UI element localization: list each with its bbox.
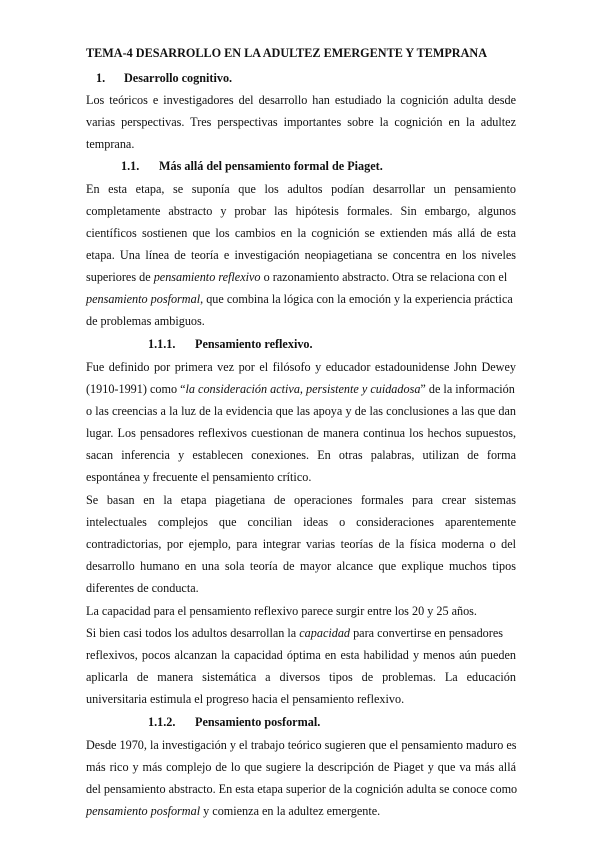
paragraph-line: Los teóricos e investigadores del desarrollo han estudiado la cognición adulta desde xyxy=(86,93,516,107)
italic-term: capacidad xyxy=(299,626,351,640)
paragraph-line: Se basan en la etapa piagetiana de operaciones formales para crear sistemas xyxy=(86,493,516,507)
section-1-1-title: Más allá del pensamiento formal de Piaget. xyxy=(159,159,383,173)
paragraph-line xyxy=(86,268,516,286)
section-1-1-2-title: Pensamiento posformal. xyxy=(195,715,321,729)
paragraph-line: de problemas ambiguos. xyxy=(86,314,205,328)
text-run: superiores de xyxy=(86,270,154,284)
paragraph-line: Desde 1970, la investigación y el trabajo teórico sugieren que el pensamiento maduro es xyxy=(86,738,517,752)
paragraph-line: varias perspectivas. Tres perspectivas importantes sobre la cognición en la adultez xyxy=(86,115,516,129)
paragraph-line: En esta etapa, se suponía que los adultos podían desarrollar un pensamiento xyxy=(86,182,516,196)
paragraph-line: contradictorias, por ejemplo, para integrar varias teorías de la física moderna o del xyxy=(86,537,516,551)
paragraph-line: espontánea y frecuente el pensamiento crítico. xyxy=(86,470,312,484)
text-run: para convertirse en pensadores xyxy=(350,626,503,640)
text-run: Si bien casi todos los adultos desarrollan la xyxy=(86,626,300,640)
paragraph-line: sacan inferencia y establecen conexiones. En otras palabras, utilizan de forma xyxy=(86,448,516,462)
paragraph-line: universitaria estimula el progreso hacia el pensamiento reflexivo. xyxy=(86,692,405,706)
section-1-1-number: 1.1. xyxy=(121,159,140,173)
text-run: o razonamiento abstracto. Otra se relaciona con el xyxy=(260,270,508,284)
paragraph-line: La capacidad para el pensamiento reflexivo parece surgir entre los 20 y 25 años. xyxy=(86,604,477,618)
paragraph-line: más rico y más complejo de lo que sugiere la descripción de Piaget y que va más allá xyxy=(86,760,516,774)
paragraph-line xyxy=(86,802,516,820)
section-1-1-1-heading xyxy=(148,335,578,353)
italic-quote: la consideración activa, persistente y cuidadosa xyxy=(185,382,421,396)
paragraph-line: lugar. Los pensadores reflexivos cuestionan de manera continua los hechos supuestos, xyxy=(86,426,516,440)
italic-term: pensamiento reflexivo xyxy=(153,270,261,284)
section-1-1-2-number: 1.1.2. xyxy=(148,715,176,729)
section-1-1-heading xyxy=(121,157,551,175)
section-1-1-1-title: Pensamiento reflexivo. xyxy=(195,337,313,351)
paragraph-line: desarrollo humano en una sola teoría de mayor alcance que explique muchos tipos xyxy=(86,559,516,573)
paragraph-line xyxy=(86,290,516,308)
section-1-heading xyxy=(96,69,526,87)
paragraph-line: temprana. xyxy=(86,137,135,151)
paragraph-line: aplicarla de manera sistemática a diversos tipos de problemas. La educación xyxy=(86,670,516,684)
paragraph-line: diferentes de conducta. xyxy=(86,581,199,595)
italic-term: pensamiento posformal xyxy=(86,292,201,306)
text-run: y comienza en la adultez emergente. xyxy=(200,804,381,818)
paragraph-line: reflexivos, pocos alcanzan la capacidad óptima en esta habilidad y menos aún pueden xyxy=(86,648,516,662)
text-run: , que combina la lógica con la emoción y la experiencia práctica xyxy=(200,292,513,306)
paragraph-line: intelectuales complejos que concilian ideas o consideraciones aparentemente xyxy=(86,515,516,529)
section-1-title: Desarrollo cognitivo. xyxy=(124,71,233,85)
text-run: (1910-1991) como “ xyxy=(86,382,186,396)
paragraph-line xyxy=(86,624,516,642)
document-title: TEMA-4 DESARROLLO EN LA ADULTEZ EMERGENTE Y TEMPRANA xyxy=(86,46,488,60)
paragraph-line: etapa. Una línea de teoría e investigación neopiagetiana se concentra en los niveles xyxy=(86,248,516,262)
italic-term: pensamiento posformal xyxy=(86,804,201,818)
section-1-1-2-heading xyxy=(148,713,578,731)
paragraph-line: del pensamiento abstracto. En esta etapa superior de la cognición adulta se conoce como xyxy=(86,782,518,796)
paragraph-line xyxy=(86,380,516,398)
section-1-1-1-number: 1.1.1. xyxy=(148,337,176,351)
paragraph-line: Fue definido por primera vez por el filósofo y educador estadounidense John Dewey xyxy=(86,360,516,374)
text-run: ” de la información xyxy=(420,382,515,396)
paragraph-line: o las creencias a la luz de la evidencia que las apoya y de las conclusiones a las que dan xyxy=(86,404,516,418)
section-1-number: 1. xyxy=(96,71,106,85)
paragraph-line: científicos sostienen que los cambios en la cognición se extienden más allá de esta xyxy=(86,226,516,240)
paragraph-line: completamente abstracto y probar las hipótesis formales. Sin embargo, algunos xyxy=(86,204,516,218)
